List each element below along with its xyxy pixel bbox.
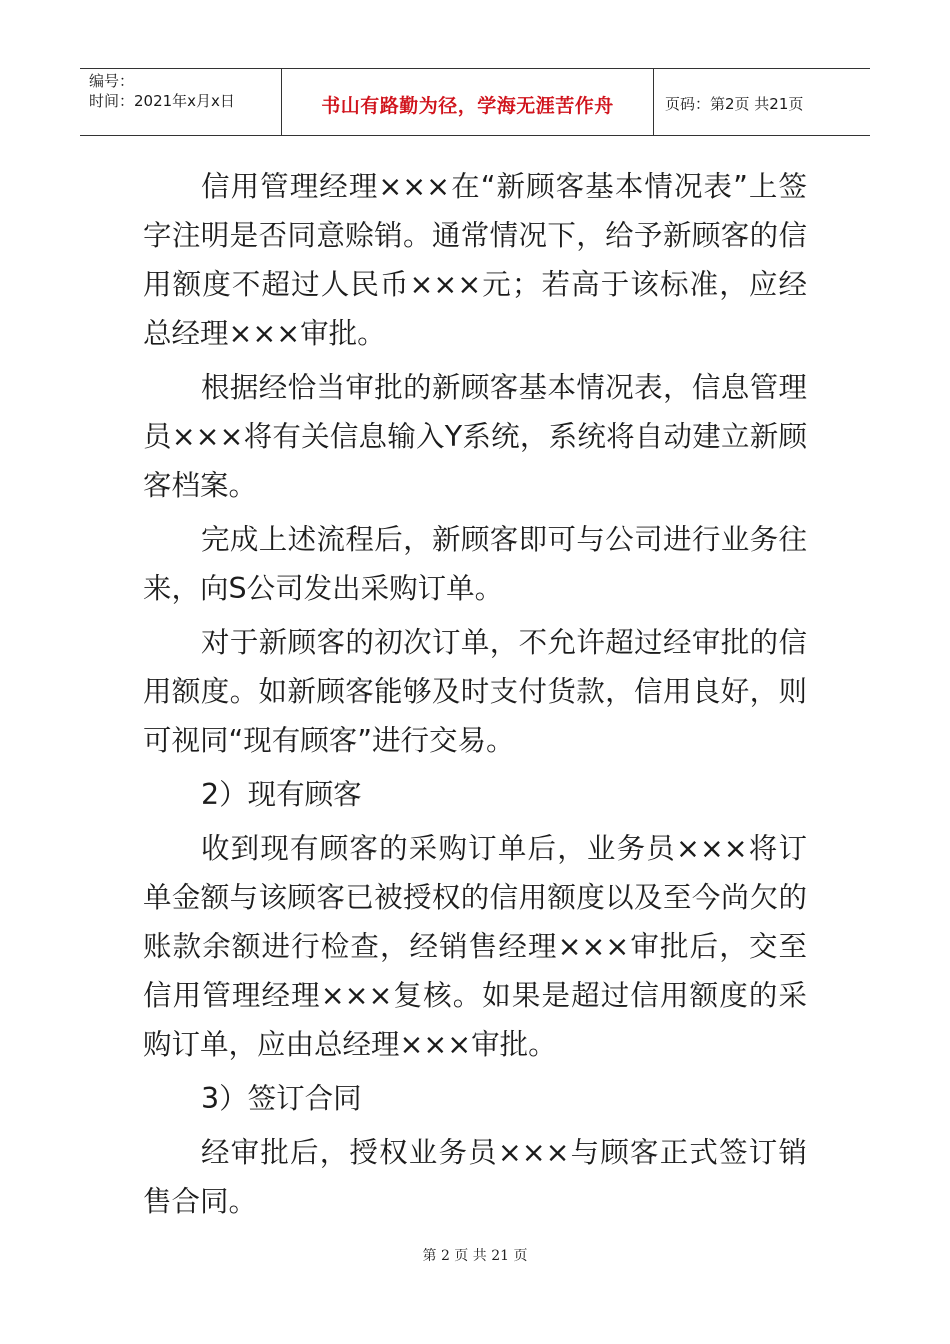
header-motto-cell	[282, 69, 654, 135]
paragraph-credit-approval: 信用管理经理×××在“新顾客基本情况表”上签字注明是否同意赊销。通常情况下，给予新顾客的信用额度不超过人民币×××元；若高于该标准，应经总经理×××审批。	[143, 170, 807, 350]
header-motto: 书山有路勤为径，学海无涯苦作舟	[321, 94, 614, 117]
section-heading-sign-contract: 3）签订合同	[201, 1082, 362, 1115]
paragraph-business-start: 完成上述流程后，新顾客即可与公司进行业务往来，向S公司发出采购订单。	[143, 523, 807, 605]
paragraph-existing-order-review: 收到现有顾客的采购订单后，业务员×××将订单金额与该顾客已被授权的信用额度以及至今尚欠的账款余额进行检查，经销售经理×××审批后，交至信用管理经理×××复核。如果是超过信用额度的采购订单，应由总经理×××审批。	[143, 832, 807, 1061]
document-body	[143, 162, 807, 1231]
paragraph-customer-file: 根据经恰当审批的新顾客基本情况表，信息管理员×××将有关信息输入Y系统，系统将自动建立新顾客档案。	[143, 371, 807, 502]
date-label: 时间：2021年x月x日	[89, 92, 235, 110]
serial-number-label: 编号：	[89, 72, 135, 90]
header-page-cell	[654, 69, 870, 135]
page-footer	[0, 1245, 950, 1265]
page-header	[80, 68, 870, 136]
header-meta-cell	[80, 69, 282, 135]
paragraph-contract-signing: 经审批后，授权业务员×××与顾客正式签订销售合同。	[143, 1136, 807, 1218]
section-heading-existing-customers: 2）现有顾客	[201, 778, 362, 811]
footer-page-number: 第 2 页 共 21 页	[422, 1248, 528, 1264]
paragraph-first-order: 对于新顾客的初次订单，不允许超过经审批的信用额度。如新顾客能够及时支付货款，信用良好，则可视同“现有顾客”进行交易。	[143, 626, 807, 757]
header-page-number: 页码：第2页 共21页	[665, 94, 804, 113]
